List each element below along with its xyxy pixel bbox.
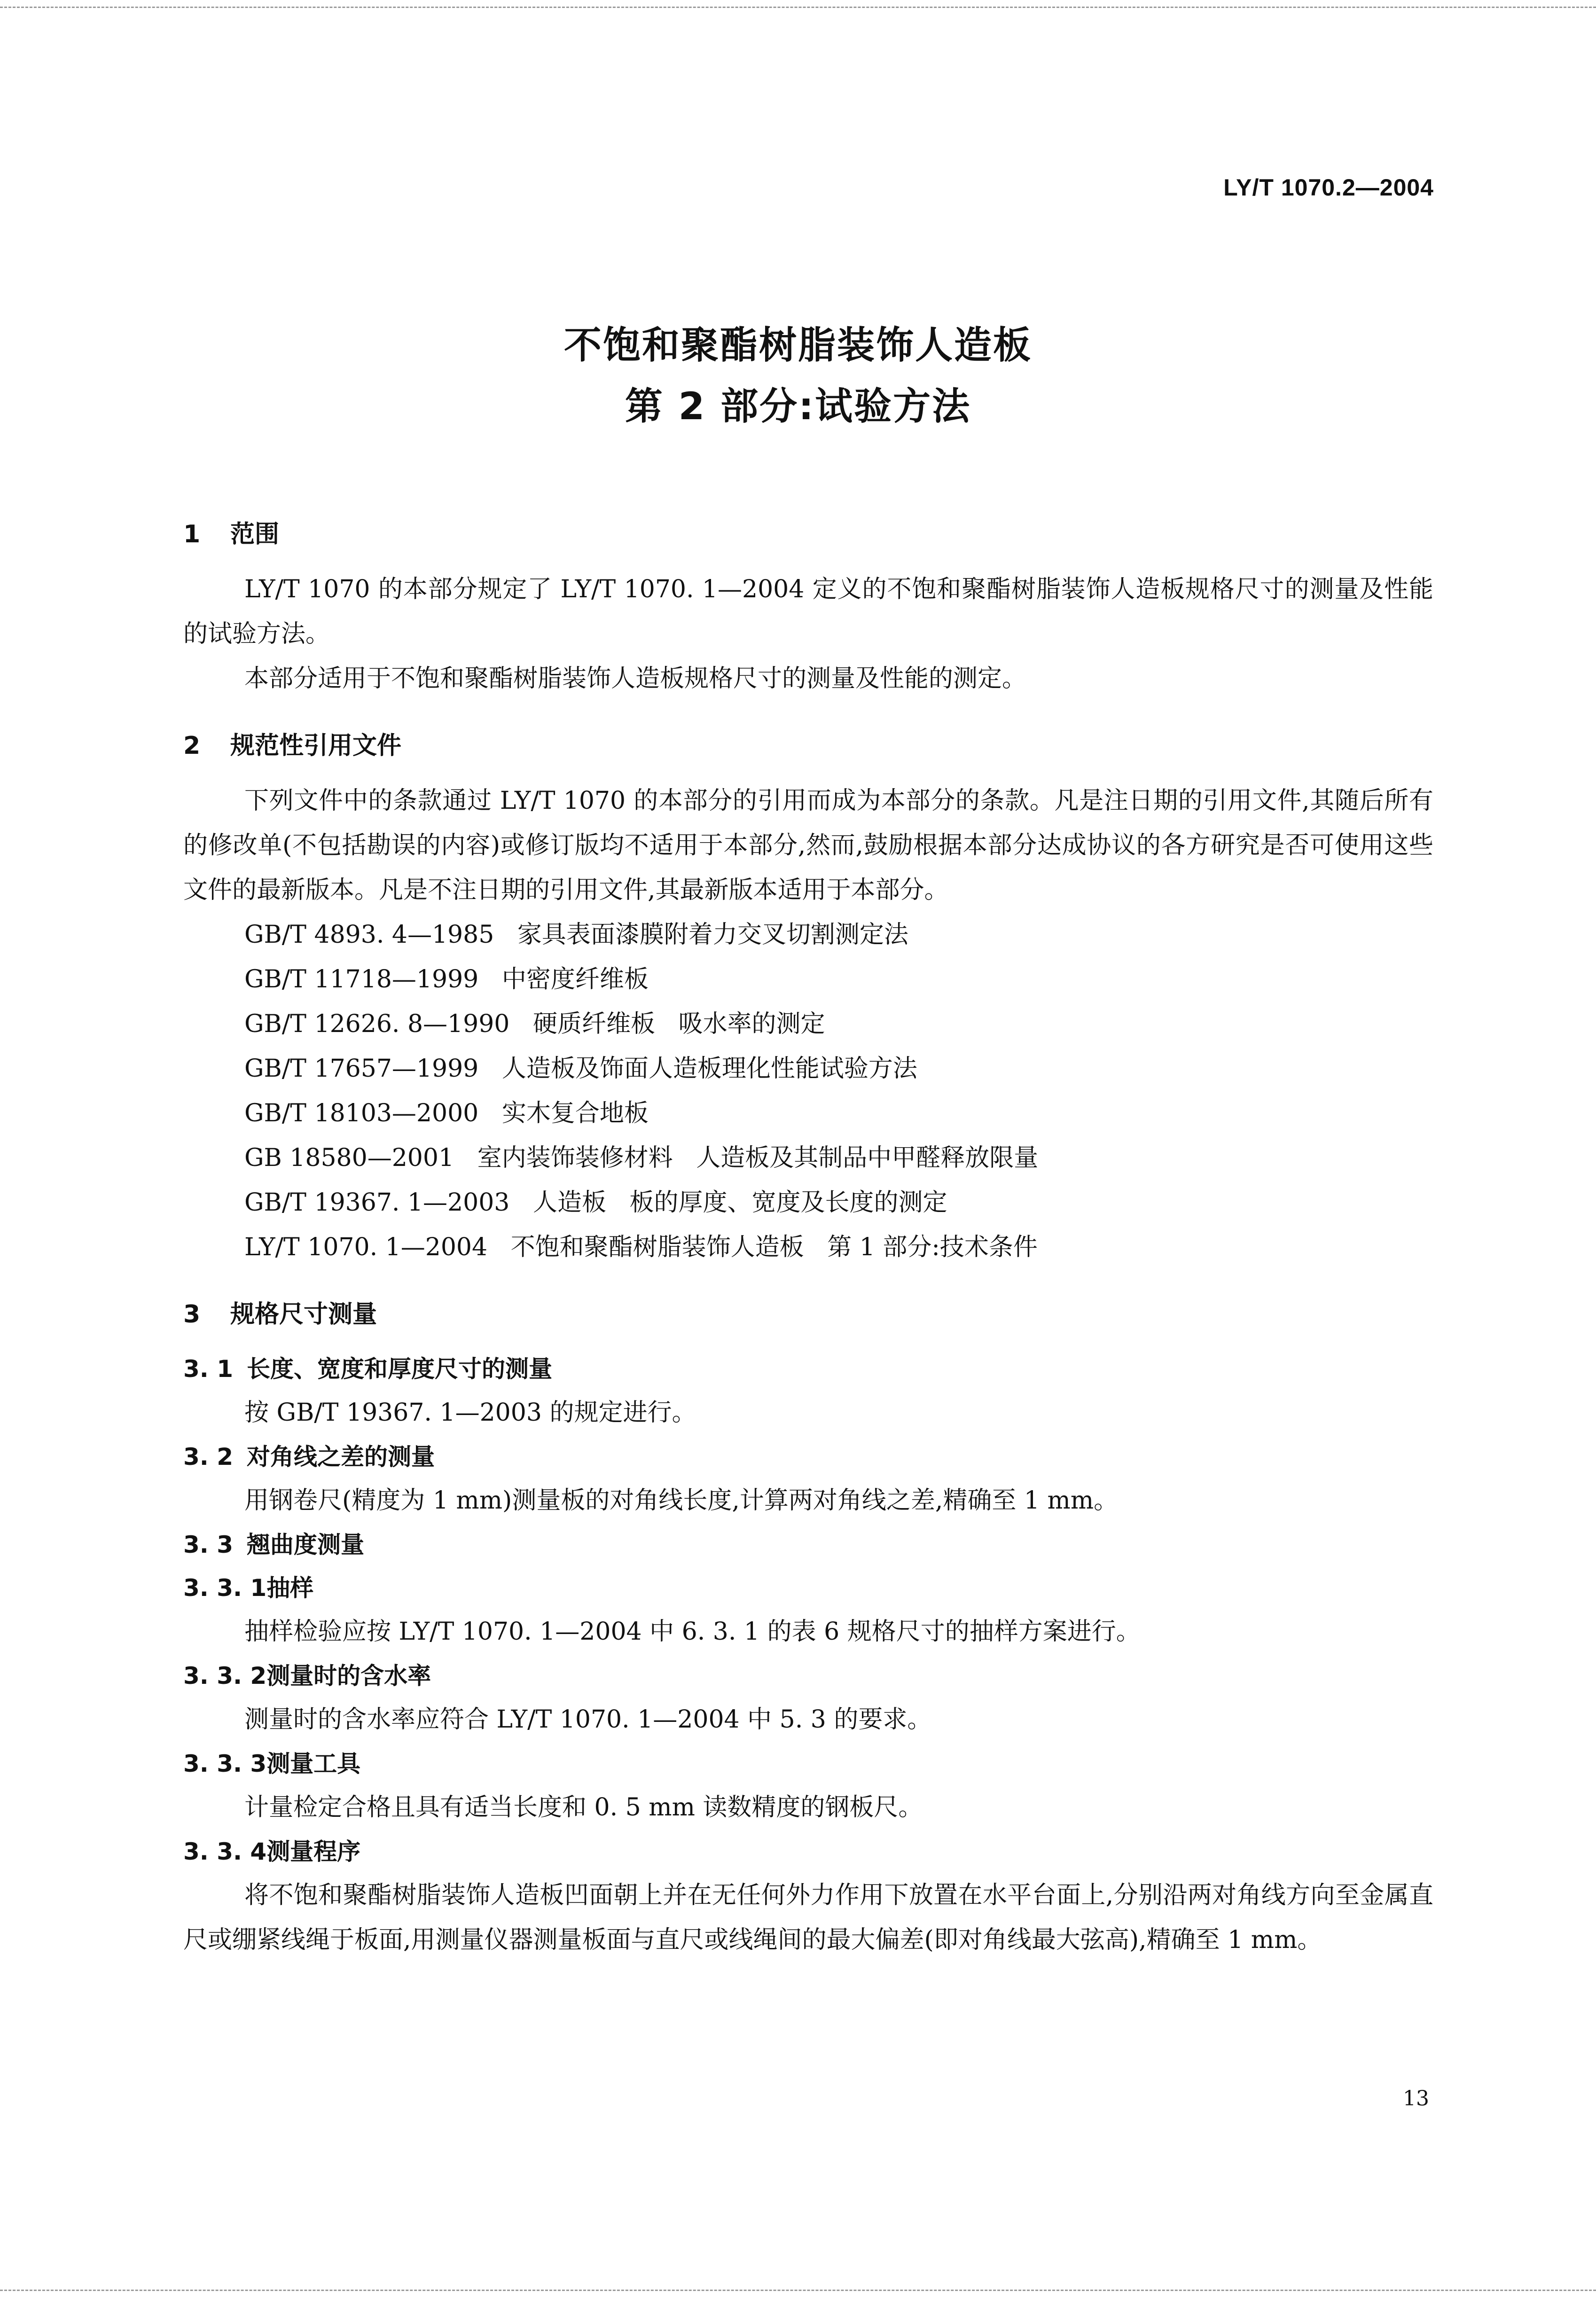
subsection-text: 将不饱和聚酯树脂装饰人造板凹面朝上并在无任何外力作用下放置在水平台面上,分别沿两对角线方向至金属直尺或绷紧线绳于板面,用测量仪器测量板面与直尺或线绳间的最大偏差(即对角线最大弦高),精确至 1 mm。 [183, 1881, 1433, 1954]
section-title: 范围 [230, 520, 280, 548]
subsection-3-3-3-heading [183, 1742, 1433, 1785]
subsection-3-2-heading [183, 1435, 1433, 1478]
paragraph: 下列文件中的条款通过 LY/T 1070 的本部分的引用而成为本部分的条款。凡是注日期的引用文件,其随后所有的修改单(不包括勘误的内容)或修订版均不适用于本部分,然而,鼓励根据本部分达成协议的各方研究是否可使用这些文件的最新版本。凡是不注日期的引用文件,其最新版本适用于本部分。 [183, 787, 1433, 904]
subsection-3-3-heading [183, 1523, 1433, 1566]
document-subtitle: 第 2 部分:试验方法 [625, 384, 971, 428]
subsection-text: 计量检定合格且具有适当长度和 0. 5 mm 读数精度的钢板尺。 [244, 1793, 923, 1822]
reference-item: GB/T 11718—1999 中密度纤维板 [244, 965, 649, 993]
subsection-title: 测量工具 [266, 1750, 361, 1777]
document-title: 不饱和聚酯树脂装饰人造板 [564, 323, 1032, 367]
subsection-number: 3. 3 [183, 1531, 233, 1558]
section-title: 规范性引用文件 [230, 732, 402, 760]
subsection-3-3-1-heading [183, 1566, 1433, 1610]
section-2-heading [183, 724, 1433, 768]
reference-item: GB 18580—2001 室内装饰装修材料 人造板及其制品中甲醛释放限量 [244, 1144, 1039, 1172]
reference-item: GB/T 19367. 1—2003 人造板 板的厚度、宽度及长度的测定 [244, 1189, 947, 1217]
subsection-number: 3. 2 [183, 1443, 233, 1470]
subsection-title: 翘曲度测量 [247, 1531, 364, 1558]
subsection-number: 3. 3. 1 [183, 1574, 267, 1602]
subsection-number: 3. 3. 4 [183, 1838, 267, 1865]
subsection-number: 3. 1 [183, 1355, 233, 1383]
reference-item: GB/T 17657—1999 人造板及饰面人造板理化性能试验方法 [244, 1055, 917, 1083]
document-body [183, 512, 1433, 1963]
reference-item: LY/T 1070. 1—2004 不饱和聚酯树脂装饰人造板 第 1 部分:技术条件 [244, 1233, 1038, 1261]
subsection-text: 按 GB/T 19367. 1—2003 的规定进行。 [244, 1399, 696, 1427]
standard-code: LY/T 1070.2—2004 [1223, 174, 1434, 201]
section-3-heading [183, 1292, 1433, 1337]
page-number: 13 [1403, 2087, 1429, 2111]
paragraph: 本部分适用于不饱和聚酯树脂装饰人造板规格尺寸的测量及性能的测定。 [244, 665, 1027, 693]
subsection-title: 测量程序 [266, 1838, 361, 1865]
subsection-number: 3. 3. 3 [183, 1750, 267, 1777]
subsection-number: 3. 3. 2 [183, 1662, 267, 1689]
section-number: 3 [183, 1300, 201, 1329]
subsection-3-1-heading [183, 1347, 1433, 1391]
section-title: 规格尺寸测量 [230, 1300, 377, 1329]
reference-list [183, 913, 1433, 1270]
section-number: 2 [183, 732, 201, 760]
subsection-text: 抽样检验应按 LY/T 1070. 1—2004 中 6. 3. 1 的表 6 规格尺寸的抽样方案进行。 [244, 1618, 1141, 1646]
reference-item: GB/T 4893. 4—1985 家具表面漆膜附着力交叉切割测定法 [244, 921, 908, 949]
subsection-title: 抽样 [266, 1574, 314, 1602]
subsection-title: 对角线之差的测量 [247, 1443, 435, 1470]
paragraph: LY/T 1070 的本部分规定了 LY/T 1070. 1—2004 定义的不饱和聚酯树脂装饰人造板规格尺寸的测量及性能的试验方法。 [183, 575, 1433, 648]
reference-item: GB/T 12626. 8—1990 硬质纤维板 吸水率的测定 [244, 1010, 825, 1038]
subsection-3-3-4-heading [183, 1830, 1433, 1873]
subsection-3-3-2-heading [183, 1654, 1433, 1697]
section-1-heading [183, 512, 1433, 557]
subsection-title: 长度、宽度和厚度尺寸的测量 [247, 1355, 552, 1383]
scan-edge-top [0, 7, 1596, 8]
reference-item: GB/T 18103—2000 实木复合地板 [244, 1099, 649, 1127]
section-number: 1 [183, 520, 201, 548]
subsection-text: 用钢卷尺(精度为 1 mm)测量板的对角线长度,计算两对角线之差,精确至 1 mm。 [244, 1486, 1119, 1515]
scan-edge-bottom [0, 2290, 1596, 2291]
subsection-text: 测量时的含水率应符合 LY/T 1070. 1—2004 中 5. 3 的要求。 [244, 1705, 932, 1734]
subsection-title: 测量时的含水率 [266, 1662, 431, 1689]
